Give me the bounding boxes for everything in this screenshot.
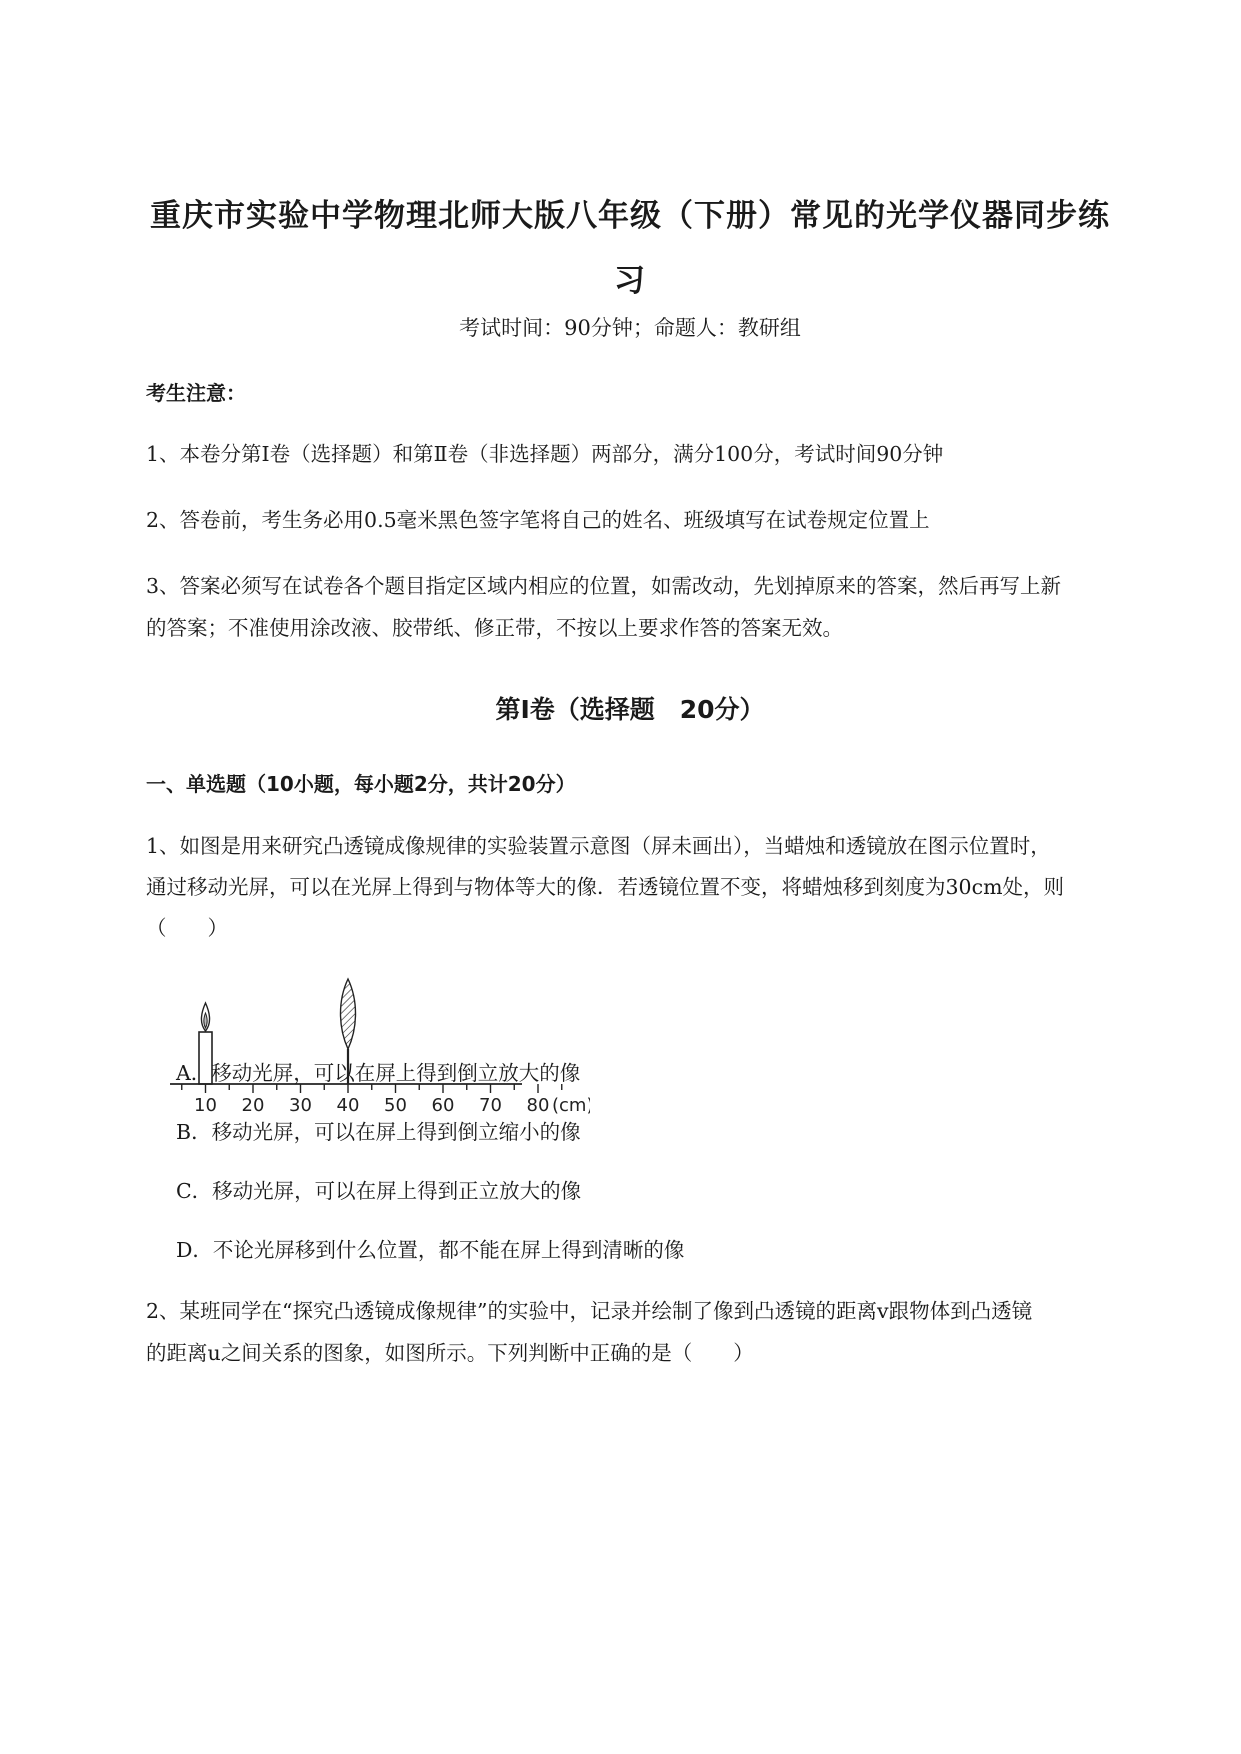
exam-title-line2: 习 bbox=[614, 263, 646, 299]
question-1-line1: 1、如图是用来研究凸透镜成像规律的实验装置示意图（屏未画出），当蜡烛和透镜放在图示位置时， bbox=[146, 834, 1051, 858]
optical-bench-figure bbox=[170, 965, 590, 1130]
section-title: 第Ⅰ卷（选择题 20分） bbox=[495, 695, 765, 724]
question-1-line2: 通过移动光屏，可以在光屏上得到与物体等大的像．若透镜位置不变，将蜡烛移到刻度为30cm处，则 bbox=[146, 875, 1065, 899]
question-2-line1: 2、某班同学在“探究凸透镜成像规律”的实验中，记录并绘制了像到凸透镜的距离v跟物体到凸透镜 bbox=[146, 1299, 1033, 1323]
bench-tick-labels bbox=[194, 1095, 549, 1116]
part-heading: 一、单选题（10小题，每小题2分，共计20分） bbox=[146, 772, 576, 796]
bench-tick-label: 60 bbox=[431, 1095, 455, 1116]
optical-bench-svg bbox=[170, 965, 590, 1130]
bench-tick-label: 70 bbox=[479, 1095, 502, 1116]
notice-item-3-line2: 的答案；不准使用涂改液、胶带纸、修正带，不按以上要求作答的答案无效。 bbox=[146, 616, 843, 640]
question-1-line3: （ ） bbox=[146, 916, 228, 940]
question-1-option-c: C．移动光屏，可以在屏上得到正立放大的像 bbox=[176, 1179, 582, 1203]
bench-tick-label: 40 bbox=[336, 1095, 360, 1116]
question-1-option-d: D．不论光屏移到什么位置，都不能在屏上得到清晰的像 bbox=[176, 1238, 685, 1262]
bench-tick-label: 30 bbox=[289, 1095, 312, 1116]
exam-meta: 考试时间：90分钟；命题人：教研组 bbox=[459, 316, 801, 340]
notice-item-1: 1、本卷分第Ⅰ卷（选择题）和第Ⅱ卷（非选择题）两部分，满分100分，考试时间90分钟 bbox=[146, 442, 944, 466]
bench-unit-label: (cm) bbox=[552, 1095, 590, 1116]
bench-tick-label: 20 bbox=[241, 1095, 265, 1116]
notice-label: 考生注意： bbox=[146, 381, 246, 405]
bench-tick-label: 80 bbox=[526, 1095, 550, 1116]
notice-item-2: 2、答卷前，考生务必用0.5毫米黑色签字笔将自己的姓名、班级填写在试卷规定位置上 bbox=[146, 508, 930, 532]
notice-item-3-line1: 3、答案必须写在试卷各个题目指定区域内相应的位置，如需改动，先划掉原来的答案，然后再写上新 bbox=[146, 574, 1062, 598]
question-2-line2: 的距离u之间关系的图象，如图所示。下列判断中正确的是（ ） bbox=[146, 1341, 754, 1365]
question-1-option-b: B．移动光屏，可以在屏上得到倒立缩小的像 bbox=[176, 1120, 581, 1144]
exam-title-line1: 重庆市实验中学物理北师大版八年级（下册）常见的光学仪器同步练 bbox=[150, 198, 1110, 234]
bench-tick-label: 10 bbox=[194, 1095, 217, 1116]
question-1-option-a: A．移动光屏，可以在屏上得到倒立放大的像 bbox=[176, 1061, 581, 1085]
bench-tick-label: 50 bbox=[384, 1095, 407, 1116]
